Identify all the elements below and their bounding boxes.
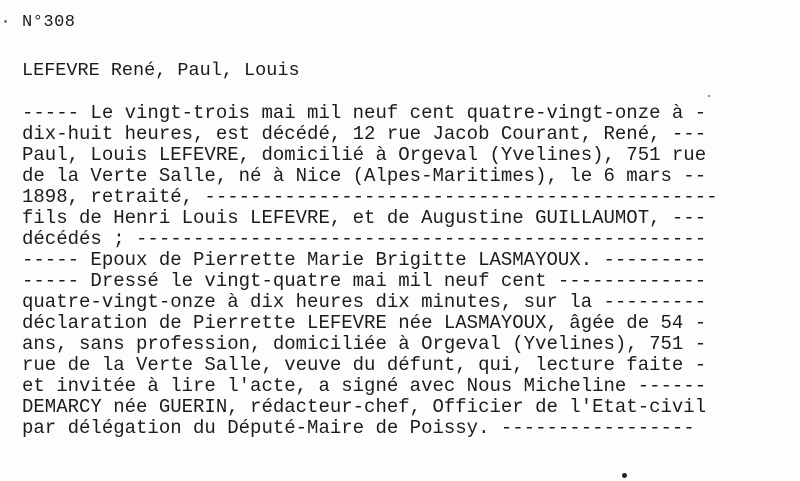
scan-speck [4,20,7,23]
text-line: DEMARCY née GUERIN, rédacteur-chef, Officier de l'Etat-civil [22,396,707,418]
text-line: ----- Epoux de Pierrette Marie Brigitte LASMAYOUX. --------- [22,249,707,271]
text-line: 1898, retraité, --------------------------------------------- [22,186,718,208]
text-line: fils de Henri Louis LEFEVRE, et de Augustine GUILLAUMOT, --- [22,207,707,229]
text-line: ans, sans profession, domiciliée à Orgeval (Yvelines), 751 - [22,333,707,355]
text-line: ----- Le vingt-trois mai mil neuf cent quatre-vingt-onze à - [22,102,707,124]
scan-speck [708,95,710,97]
text-line: Paul, Louis LEFEVRE, domicilié à Orgeval (Yvelines), 751 rue [22,144,707,166]
record-number: N°308 [22,13,76,32]
text-line: de la Verte Salle, né à Nice (Alpes-Maritimes), le 6 mars -- [22,165,707,187]
text-line: ----- Dressé le vingt-quatre mai mil neuf cent ------------- [22,270,707,292]
text-line: rue de la Verte Salle, veuve du défunt, qui, lecture faite - [22,354,707,376]
text-line: dix-huit heures, est décédé, 12 rue Jacob Courant, René, --- [22,123,707,145]
text-line: par délégation du Député-Maire de Poissy. ----------------- [22,417,695,439]
text-line: décédés ; -------------------------------------------------- [22,228,707,250]
death-record-text [22,103,798,439]
person-name: LEFEVRE René, Paul, Louis [22,60,300,81]
text-line: et invitée à lire l'acte, a signé avec Nous Micheline ------ [22,375,707,397]
text-line: quatre-vingt-onze à dix heures dix minutes, sur la --------- [22,291,707,313]
scan-speck [622,473,627,478]
text-line: déclaration de Pierrette LEFEVRE née LASMAYOUX, âgée de 54 - [22,312,707,334]
